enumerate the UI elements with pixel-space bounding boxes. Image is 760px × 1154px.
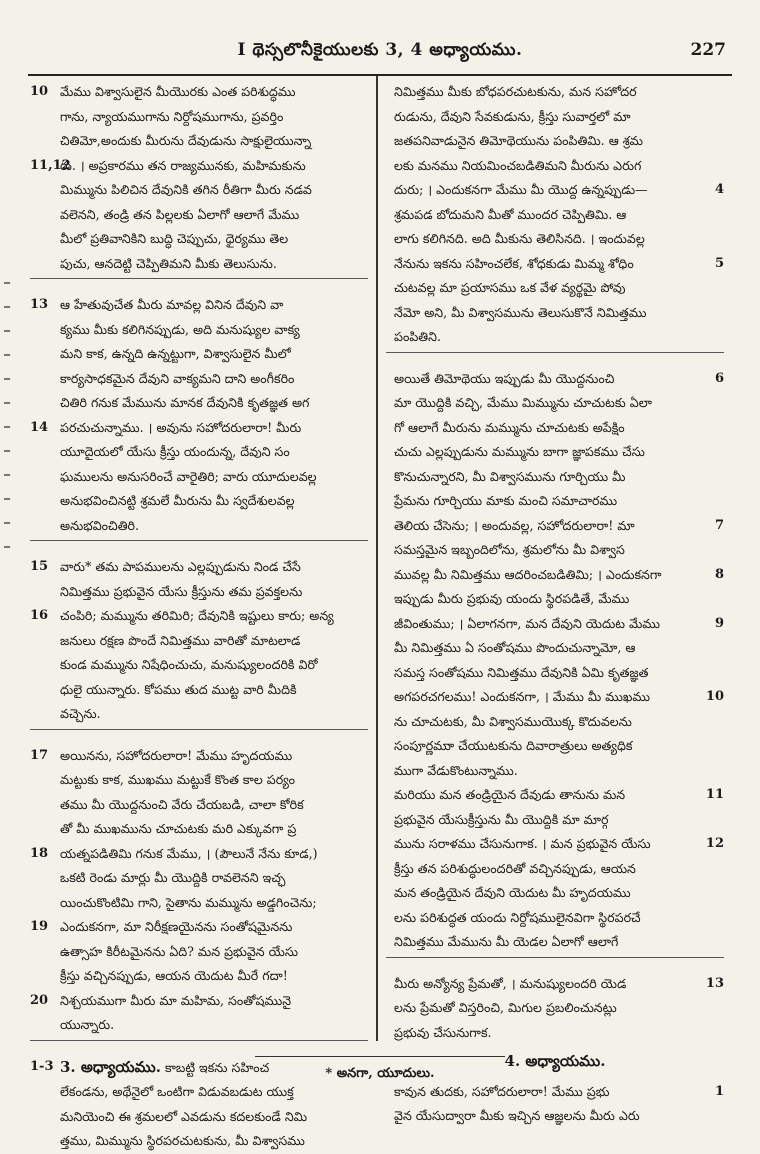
verse-number: 18 <box>30 845 49 861</box>
text-line: జనులు రక్షణ పొందే నిమిత్తము వారితో మాటలాడ <box>60 632 301 648</box>
text-line: యున్నారు. <box>60 1017 115 1032</box>
verse-paragraph <box>30 293 368 416</box>
verse-range: 1-3 <box>30 1058 54 1074</box>
left-column <box>30 80 368 1154</box>
text-line: ఆ హేతువుచేత మీరు మావల్ల వినిన దేవుని వా <box>60 297 284 312</box>
column-divider <box>376 76 378 1041</box>
verse-number: 20 <box>30 992 49 1008</box>
verse-number: 9 <box>714 615 724 631</box>
text-line: అయినను, సహోదరులారా! మేము హృదయము <box>60 747 293 763</box>
verse-paragraph <box>30 842 368 916</box>
verse-paragraph <box>30 604 368 727</box>
paragraph-rule <box>386 352 724 361</box>
text-line: ప్రేమను గూర్చియు మాకు మంచి సమాచారము <box>394 493 618 508</box>
verse-paragraph <box>386 514 724 563</box>
text-line: నిమిత్తము ప్రభువైన యేసు క్రీస్తును తమ ప్రవక్తలను <box>60 583 303 599</box>
text-line: లకు మనము నియమించబడితిమని మీరును ఎరుగ <box>394 157 642 173</box>
text-line: అగపరచగలము! ఎందుకనగా, । మేము మీ ముఖము <box>394 689 651 704</box>
text-line: ధులై యున్నారు. కోపము తుద ముట్ట వారి మీదికి <box>60 681 297 697</box>
verse-number: 6 <box>714 370 724 386</box>
text-line: రు. । అప్రకారము తన రాజ్యమునకు, మహిమకును <box>60 157 306 173</box>
text-line: సమస్తమైన ఇబ్బందిలోను, శ్రమలోను మీ విశ్వాస <box>394 542 625 557</box>
paragraph-rule <box>30 540 368 549</box>
text-line: గో ఆలాగే మీరును మమ్మును చూచుటకు అపేక్షిం <box>394 419 625 435</box>
verse-paragraph <box>386 80 724 178</box>
text-line: లాగు కలిగినది. అది మీకును తెలిసినది. । ఇందువల్ల <box>394 231 645 246</box>
text-line: చుచు ఎల్లప్పుడును మమ్మును బాగా జ్ఞాపకము చేసు <box>394 444 645 459</box>
text-line: తో మీ ముఖమును చూచుటకు మరి ఎక్కువగా ప్ర <box>60 821 297 836</box>
text-line: యత్నపడితిమి గనుక మేము, । (పౌలునే నేను కూడ,) <box>60 845 318 861</box>
chapter-4-heading: 4. అధ్యాయము. <box>504 1052 606 1070</box>
text-line: త్తము, మిమ్మును స్థిరపరచుటకును, మీ విశ్వాసము <box>60 1133 305 1148</box>
text-line: మా యొద్దికి వచ్చి, మేము మిమ్మును చూచుటకు ఏలా <box>394 395 652 410</box>
text-line: లేకండను, అథేనైలో ఒంటిగా విడువబడుట యుక్త <box>60 1084 294 1099</box>
text-line: చితిమో,అందుకు మీరును దేవుడును సాక్షులైయున్నా <box>60 133 312 148</box>
text-line: ఒకటి రెండు మార్లు మీ యొద్దికి రావలెనని ఇచ్ఛ <box>60 870 286 885</box>
verse-paragraph <box>386 612 724 686</box>
paragraph-rule <box>30 278 368 287</box>
verse-number: 1 <box>714 1083 724 1099</box>
text-line: మువల్ల మీ నిమిత్తము ఆదరించబడితిమి; । ఎందుకనగా <box>394 566 662 582</box>
text-line: క్రీస్తు వచ్చినప్పుడు, ఆయన యెదుట మీరే గదా! <box>60 968 288 983</box>
verse-number: 19 <box>30 919 49 934</box>
verse-paragraph <box>386 1080 724 1129</box>
text-line: చుటవల్ల మా ప్రయాసము ఒక వేళ వ్యర్థమై పోవు <box>394 280 626 295</box>
text-line: నిశ్చయముగా మీరు మా మహిమ, సంతోషమునై <box>60 992 292 1008</box>
text-line: యూదైయలో యేసు క్రీస్తు యందున్న, దేవుని సం <box>60 444 290 459</box>
text-line: మన తండ్రియైన దేవుని యెదుట మీ హృదయము <box>394 885 631 900</box>
right-column <box>386 80 724 1129</box>
verse-paragraph <box>386 783 724 832</box>
verse-paragraph <box>30 744 368 842</box>
verse-paragraph <box>30 915 368 989</box>
verse-number: 13 <box>705 975 724 991</box>
text-fragment: కాబట్టి ఇకను సహించ <box>164 1059 270 1075</box>
text-line: మీరు అన్యోన్య ప్రేమతో, । మనుష్యులందరి యెడ <box>394 975 627 991</box>
paragraph-rule <box>386 957 724 966</box>
text-line: ను చూచుటకు, మీ విశ్వాసముయొక్క కొదువలను <box>394 713 632 729</box>
text-line: మనియెంచి ఈ శ్రమలలో ఎవడును కదలకుండే నిమి <box>60 1108 308 1124</box>
text-line: పుచు, ఆనదెట్టి చెప్పితిమని మీకు తెలుసును. <box>60 255 277 271</box>
text-line: అనుభవించితిరి. <box>60 517 140 533</box>
verse-paragraph <box>386 563 724 612</box>
text-line: పరచుచున్నాము. । అవును సహోదరులారా! మీరు <box>60 419 302 435</box>
text-line: క్రీస్తు తన పరిశుద్ధులందరితో వచ్చినప్పుడు, ఆయన <box>394 860 636 876</box>
verse-number: 14 <box>30 419 49 435</box>
text-line: వారు* తమ పాపములను ఎల్లప్పుడును నిండ చేసే <box>60 559 301 574</box>
footnote-rule <box>255 1056 505 1057</box>
text-line: శ్రమపడ బోదుమని మీతో ముందర చెప్పితిమి. ఆ <box>394 206 627 222</box>
verse-paragraph <box>386 252 724 350</box>
verse-number: 15 <box>30 559 49 574</box>
verse-number: 16 <box>30 608 49 623</box>
verse-paragraph <box>386 972 724 1046</box>
text-line: ఘములను అనుసరించే వారైతిరి; వారు యూదులవల్ల <box>60 468 317 484</box>
text-line: గాను, న్యాయముగాను నిర్దోషముగాను, ప్రవర్తిం <box>60 108 284 124</box>
verse-paragraph <box>386 832 724 955</box>
page-header <box>28 34 732 76</box>
text-line: సమస్త సంతోషము నిమిత్తము దేవునికి ఏమి కృతజ్ఞత <box>394 664 649 680</box>
text-line: జీవింతుము; । ఏలాగనగా, మన దేవుని యెదుట మేము <box>394 615 660 631</box>
text-line: యించుకొంటిమి గాని, సైతాను మమ్మును అడ్డగించెను; <box>60 894 317 910</box>
text-line: అయితే తిమోథెయు ఇప్పుడు మీ యొద్దనుంచి <box>394 370 615 386</box>
text-line: కొనుచున్నారని, మీ విశ్వాసమును గూర్చియు మీ <box>394 468 626 484</box>
verse-paragraph <box>386 367 724 514</box>
verse-paragraph <box>30 154 368 277</box>
text-line: లను ప్రేమతో విస్తరించి, మిగుల ప్రబలించునట్లు <box>394 1000 617 1015</box>
verse-number: 8 <box>714 566 724 582</box>
verse-paragraph <box>30 416 368 539</box>
text-line: ఎందుకనగా, మా నిరీక్షణయైనను సంతోషమైనను <box>60 919 293 934</box>
text-line: నేమో అని, మీ విశ్వాసమును తెలుసుకొనే నిమిత్తము <box>394 304 647 320</box>
text-line: మట్టుకు కాక, ముఖము మట్టుకే కొంత కాల పర్యం <box>60 772 296 787</box>
verse-number: 11,12 <box>30 157 71 173</box>
verse-number: 7 <box>714 517 724 533</box>
text-line: క్యము మీకు కలిగినప్పుడు, అది మనుష్యుల వాక్య <box>60 321 300 337</box>
text-line: కుండ మమ్మును నిషేధించుచు, మనుష్యులందరికి విరో <box>60 657 318 672</box>
chapter-3-heading: 3. అధ్యాయము. <box>60 1057 161 1076</box>
text-line: కావున తుదకు, సహోదరులారా! మేము ప్రభు <box>394 1083 610 1099</box>
text-line: చితిరి గనుక మేమును మానక దేవునికి కృతజ్ఞత అగ <box>60 395 310 410</box>
verse-number: 4 <box>714 182 724 197</box>
verse-paragraph <box>386 685 724 783</box>
text-line: ప్రభువు చేసునుగాక. <box>394 1024 492 1040</box>
text-line: నిమిత్తము మీకు బోధపరచుటకును, మన సహోదర <box>394 84 637 99</box>
verse-number: 5 <box>714 255 724 271</box>
verse-number: 13 <box>30 297 49 312</box>
verse-number: 12 <box>705 836 724 851</box>
text-line: మును సరాళము చేసునుగాక. । మన ప్రభువైన యేసు <box>394 836 651 851</box>
text-line: జతపనివాడునైన తిమోథెయును పంపితిమి. ఆ శ్రమ <box>394 133 643 148</box>
paragraph-rule <box>30 1040 368 1049</box>
text-line: తెలియ చేసెను; । అందువల్ల, సహోదరులారా! మా <box>394 517 635 533</box>
verse-paragraph <box>30 555 368 604</box>
text-line: రుడును, దేవుని సేవకుడును, క్రీస్తు సువార్తలో మా <box>394 108 631 124</box>
text-line: సంపూర్ణముా చేయుటకును దివారాత్రులు అత్యధిక <box>394 738 633 753</box>
text-line: మని కాక, ఉన్నది ఉన్నట్టుగా, విశ్వాసులైన మీలో <box>60 346 291 361</box>
verse-paragraph <box>30 989 368 1038</box>
text-line: వచ్చెను. <box>60 706 101 721</box>
verse-number: 17 <box>30 747 49 763</box>
verse-paragraph <box>386 178 724 252</box>
text-line: నేనును ఇకను సహించలేక, శోధకుడు మిమ్మ శోధిం <box>394 255 634 271</box>
page-number: 227 <box>690 40 726 60</box>
text-line: ప్రభువైన యేసుక్రీస్తును మీ యొద్దికి మా మార్గ <box>394 811 609 827</box>
text-line: మీ నిమిత్తము ఏ సంతోషము పొందుచున్నామో, ఆ <box>394 640 636 655</box>
text-line: ఇప్పుడు మీరు ప్రభువు యందు స్థిరపడితే, మేము <box>394 591 630 606</box>
paragraph-rule <box>30 729 368 738</box>
text-line: అనుభవించినట్టి శ్రమలే మీరును మీ స్వదేశులవల్ల <box>60 493 295 508</box>
text-line: మీలో ప్రతివానికిని బుద్ధి చెప్పుచు, ధైర్యము తెల <box>60 231 289 246</box>
text-line: ఉత్సాహ కిరీటమైనను ఏది? మన ప్రభువైన యేసు <box>60 943 299 959</box>
text-line: లను పరిశుద్ధత యందు నిర్దోషములైనవిగా స్థిరపరచే <box>394 909 641 925</box>
verse-paragraph <box>30 80 368 154</box>
verse-number: 11 <box>705 787 724 802</box>
text-line: కార్యసాధకమైన దేవుని వాక్యమని దాని అంగీకరిం <box>60 370 295 386</box>
footnote: * అనగా, యూదులు. <box>325 1066 435 1081</box>
text-line: దురు; । ఎందుకనగా మేము మీ యొద్ద ఉన్నప్పుడు— <box>394 182 648 197</box>
text-line: చంపిరి; మమ్మును తరిమిరి; దేవునికి ఇష్టులు కారు; అన్య <box>60 608 334 623</box>
text-line: మిమ్మును పిలిచిన దేవునికి తగిన రీతిగా మీరు నడవ <box>60 182 312 197</box>
text-line: తము మీ యొద్దనుంచి వేరు చేయబడి, చాలా కోరిక <box>60 796 304 812</box>
text-line: వలెనని, తండ్రి తన పిల్లలకు ఏలాగో ఆలాగే మేము <box>60 206 300 222</box>
text-line: వైన యేసుద్వారా మీకు ఇచ్చిన ఆజ్ఞలను మీరు ఎరు <box>394 1108 640 1123</box>
text-line: ముగా వేడుకొంటున్నాము. <box>394 762 518 778</box>
margin-annotations <box>0 260 14 860</box>
text-line: నిమిత్తము మేమును మీ యెడల ఏలాగో ఆలాగే <box>394 934 619 949</box>
text-line: మేము విశ్వాసులైన మీయొరకు ఎంత పరిశుద్ధము <box>60 84 296 99</box>
running-title: I థెస్సలొనీకైయులకు 3, 4 అధ్యాయము. <box>237 40 523 60</box>
verse-number: 10 <box>705 689 724 704</box>
text-line: మరియు మన తండ్రియైన దేవుడు తానును మన <box>394 787 626 802</box>
text-line: పంపితిని. <box>394 329 441 344</box>
verse-number: 10 <box>30 84 49 99</box>
